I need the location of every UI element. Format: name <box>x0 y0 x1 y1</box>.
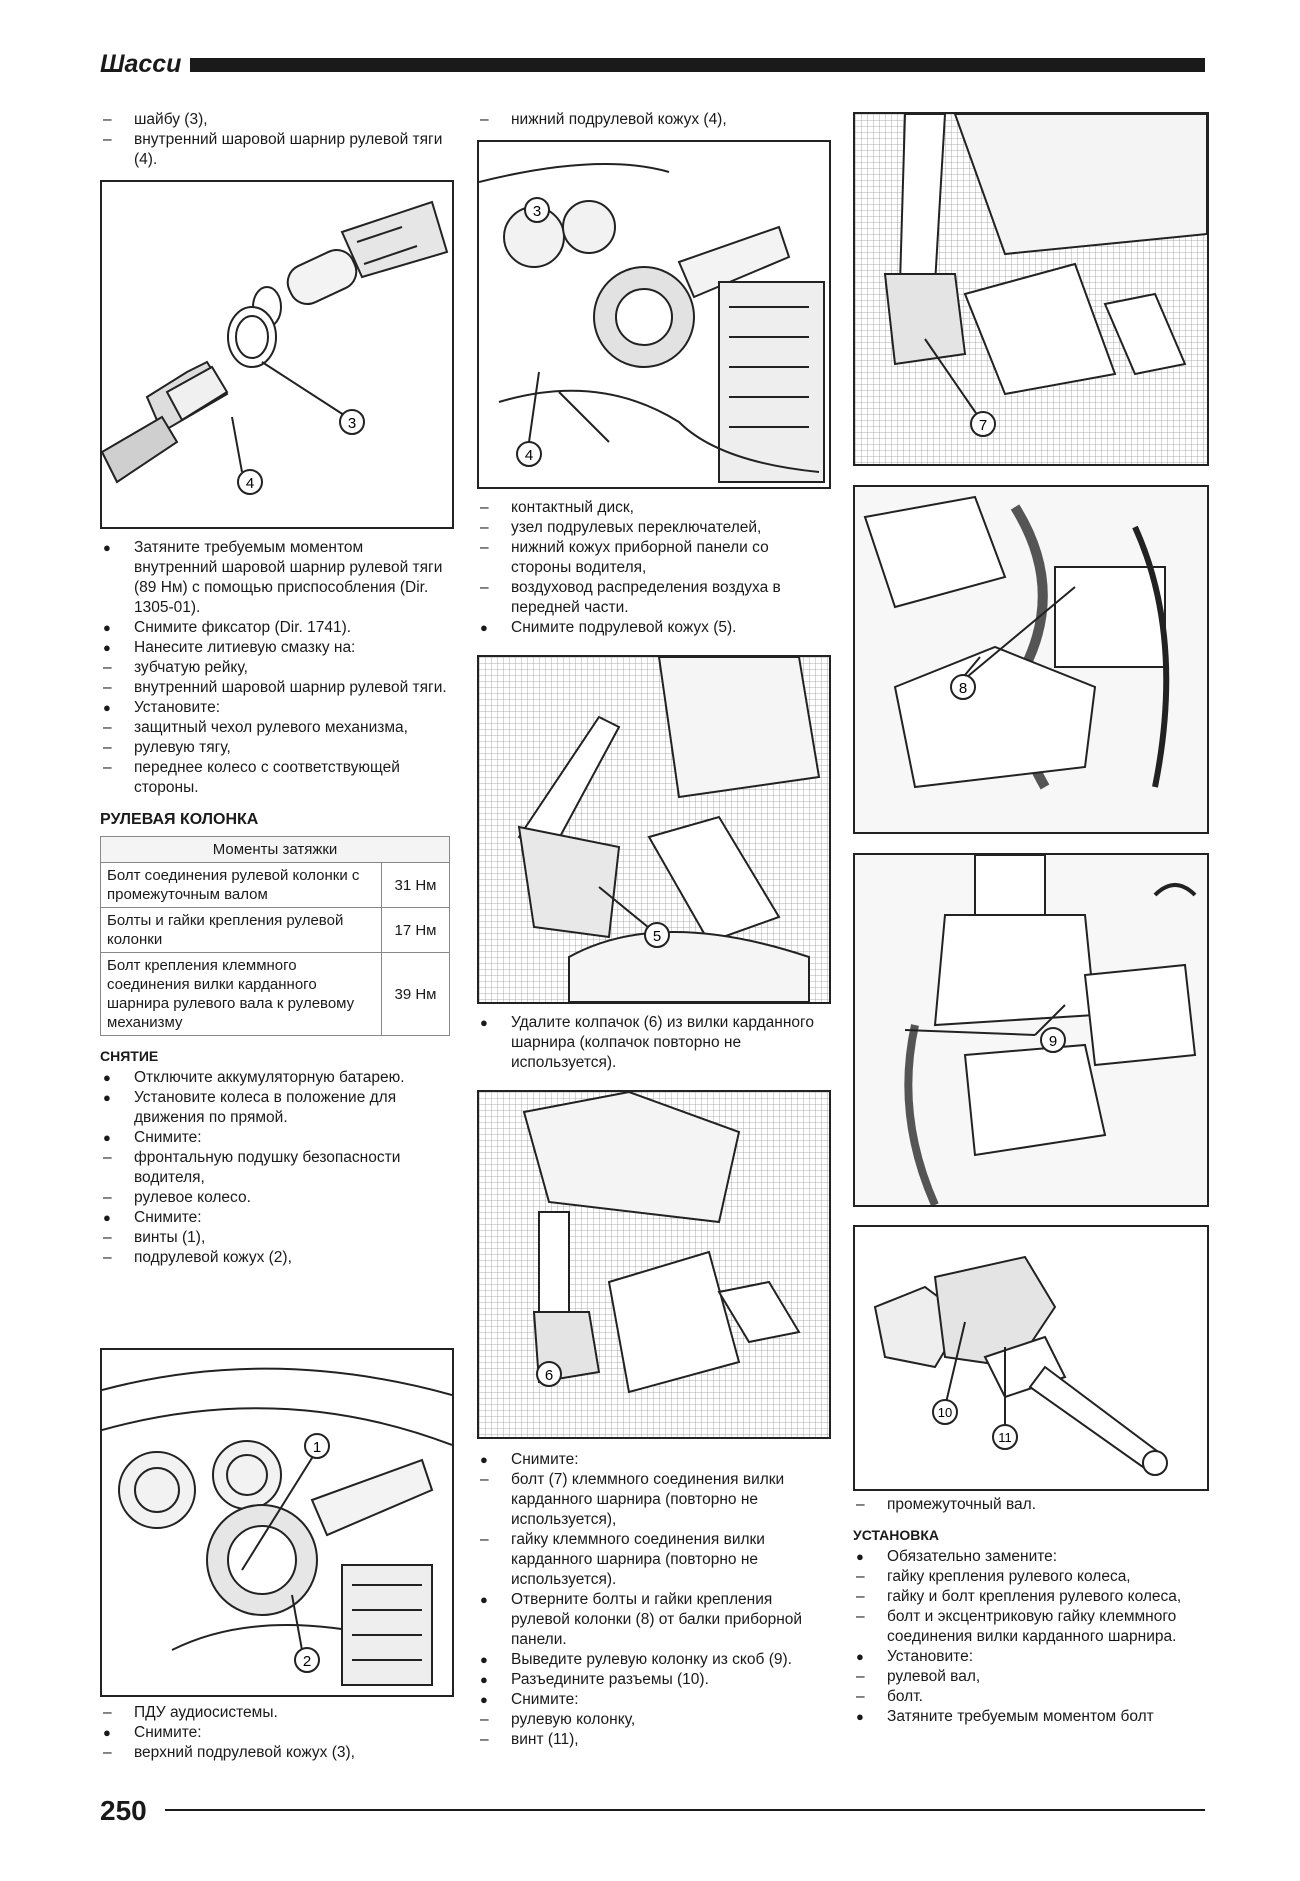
bullet-item: ● Удалите колпачок (6) из вилки карданного шарнира (колпачок повторно не используется). <box>477 1013 827 1073</box>
bullet-item: ● Установите: <box>100 698 450 718</box>
torque-table <box>100 836 450 1036</box>
dash-item: – рулевое колесо. <box>100 1188 450 1208</box>
dash-item: – винт (11), <box>477 1730 827 1750</box>
col2-mid-list <box>477 498 827 638</box>
callout-4b: 4 <box>524 447 534 464</box>
col1-bottom-list <box>100 1703 450 1763</box>
bullet-item: ● Отключите аккумуляторную батарею. <box>100 1068 450 1088</box>
col2-mid2-list <box>477 1013 827 1073</box>
callout-3: 3 <box>347 415 357 432</box>
dash-item: – фронтальную подушку безопасности водителя, <box>100 1148 450 1188</box>
dash-item: – гайку клеммного соединения вилки карданного шарнира (повторно не используется). <box>477 1530 827 1590</box>
figure-cap-6 <box>477 1090 831 1439</box>
bullet-item: ● Обязательно замените: <box>853 1547 1205 1567</box>
figure-column-assembly <box>853 1225 1209 1491</box>
dash-item: – гайку и болт крепления рулевого колеса, <box>853 1587 1205 1607</box>
torque-table-header: Моменты затяжки <box>101 837 450 863</box>
table-row: Болты и гайки крепления рулевой колонки 17 Нм <box>101 908 450 953</box>
bullet-item: ● Снимите: <box>477 1450 827 1470</box>
dash-item: – зубчатую рейку, <box>100 658 450 678</box>
page-number: 250 <box>100 1795 147 1826</box>
callout-6: 6 <box>544 1367 554 1384</box>
dash-item: – винты (1), <box>100 1228 450 1248</box>
dash-item: – рулевую тягу, <box>100 738 450 758</box>
callout-2: 2 <box>302 1653 312 1670</box>
callout-1: 1 <box>312 1439 322 1456</box>
bullet-item: ● Нанесите литиевую смазку на: <box>100 638 450 658</box>
col1-mid-list <box>100 538 450 1268</box>
dash-item: – контактный диск, <box>477 498 827 518</box>
dash-item: – нижний подрулевой кожух (4), <box>477 110 827 130</box>
dash-item: – болт и эксцентриковую гайку клеммного соединения вилки карданного шарнира. <box>853 1607 1205 1647</box>
bullet-item: ● Снимите фиксатор (Dir. 1741). <box>100 618 450 638</box>
dash-item: – переднее колесо с соответствующей стороны. <box>100 758 450 798</box>
bullet-item: ● Отверните болты и гайки крепления рулевой колонки (8) от балки приборной панели. <box>477 1590 827 1650</box>
col2-bottom-list <box>477 1450 827 1750</box>
dash-item: – верхний подрулевой кожух (3), <box>100 1743 450 1763</box>
col1-top-list <box>100 110 450 170</box>
dash-item: – болт (7) клеммного соединения вилки карданного шарнира (повторно не используется), <box>477 1470 827 1530</box>
bullet-item: ● Затяните требуемым моментом внутренний шаровой шарнир рулевой тяги (89 Нм) с помощью приспособления (Dir. 1305-01). <box>100 538 450 618</box>
col3-list <box>853 1495 1205 1727</box>
bullet-item: ● Разъедините разъемы (10). <box>477 1670 827 1690</box>
dash-item: – воздуховод распределения воздуха в передней части. <box>477 578 827 618</box>
dash-item: – нижний кожух приборной панели со стороны водителя, <box>477 538 827 578</box>
dash-item: – защитный чехол рулевого механизма, <box>100 718 450 738</box>
figure-lower-cover <box>477 140 831 489</box>
dash-item: – промежуточный вал. <box>853 1495 1205 1515</box>
dash-item: – внутренний шаровой шарнир рулевой тяги (4). <box>100 130 450 170</box>
bullet-item: ● Выведите рулевую колонку из скоб (9). <box>477 1650 827 1670</box>
subsection-removal: СНЯТИЕ <box>100 1048 159 1064</box>
figure-cover-5 <box>477 655 831 1004</box>
bullet-item: ● Снимите: <box>100 1128 450 1148</box>
callout-4: 4 <box>245 475 255 492</box>
dash-item: – шайбу (3), <box>100 110 450 130</box>
callout-10: 10 <box>937 1405 953 1420</box>
dash-item: – рулевую колонку, <box>477 1710 827 1730</box>
callout-7: 7 <box>978 417 988 434</box>
callout-8: 8 <box>958 680 968 697</box>
dash-item: – ПДУ аудиосистемы. <box>100 1703 450 1723</box>
callout-9: 9 <box>1048 1033 1058 1050</box>
callout-11: 11 <box>998 1430 1012 1445</box>
header-title: Шасси <box>100 50 182 78</box>
figure-bolts-8 <box>853 485 1209 834</box>
section-title-steering-column: РУЛЕВАЯ КОЛОНКА <box>100 811 259 828</box>
subsection-install: УСТАНОВКА <box>853 1527 940 1543</box>
figure-steering-cover-1 <box>100 1348 454 1697</box>
dash-item: – болт. <box>853 1687 1205 1707</box>
dash-item: – рулевой вал, <box>853 1667 1205 1687</box>
bullet-item: ● Установите: <box>853 1647 1205 1667</box>
footer-line <box>165 1809 1205 1811</box>
dash-item: – узел подрулевых переключателей, <box>477 518 827 538</box>
bullet-item: ● Установите колеса в положение для движения по прямой. <box>100 1088 450 1128</box>
table-row: Болт крепления клеммного соединения вилки карданного шарнира рулевого вала к рулевому механизму 39 Нм <box>101 953 450 1036</box>
bullet-item: ● Затяните требуемым моментом болт <box>853 1707 1205 1727</box>
header-bar <box>190 58 1205 72</box>
bullet-item: ● Снимите подрулевой кожух (5). <box>477 618 827 638</box>
figure-brackets-9 <box>853 853 1209 1207</box>
dash-item: – подрулевой кожух (2), <box>100 1248 450 1268</box>
dash-item: – внутренний шаровой шарнир рулевой тяги. <box>100 678 450 698</box>
bullet-item: ● Снимите: <box>477 1690 827 1710</box>
bullet-item: ● Снимите: <box>100 1723 450 1743</box>
col2-top-list <box>477 110 827 130</box>
callout-3b: 3 <box>532 203 542 220</box>
bullet-item: ● Снимите: <box>100 1208 450 1228</box>
table-row: Болт соединения рулевой колонки с промежуточным валом 31 Нм <box>101 863 450 908</box>
figure-tie-rod <box>100 180 454 529</box>
callout-5: 5 <box>652 928 662 945</box>
dash-item: – гайку крепления рулевого колеса, <box>853 1567 1205 1587</box>
figure-bolt-7 <box>853 112 1209 466</box>
